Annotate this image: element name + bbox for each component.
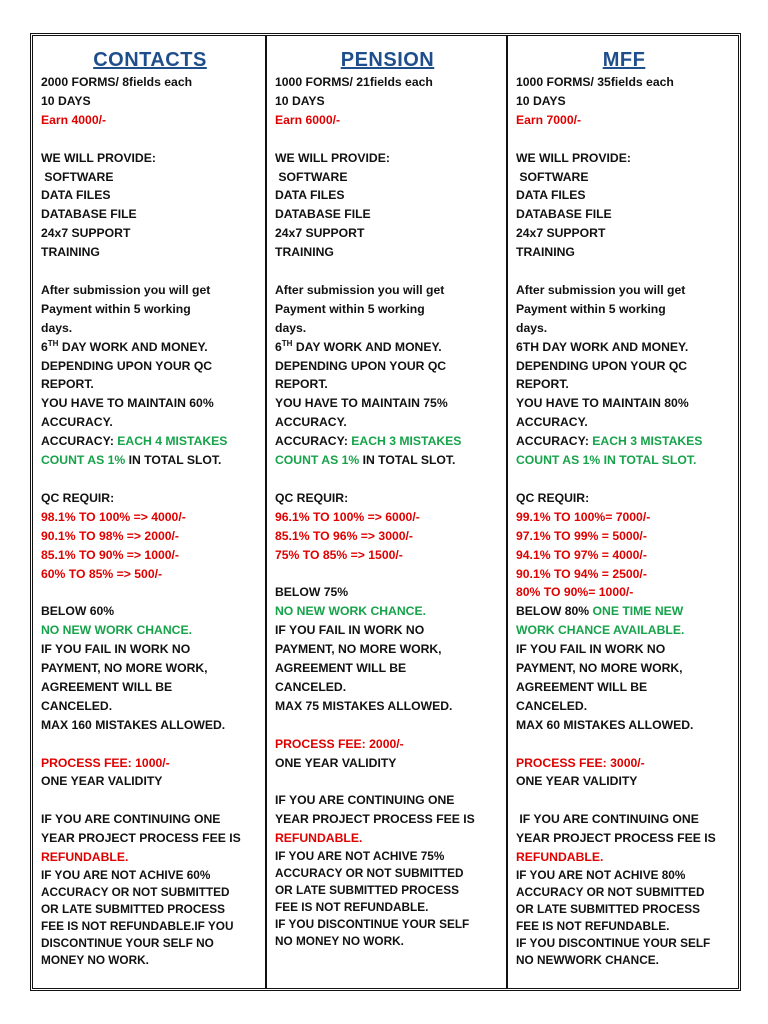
sixth-day-line: 6TH DAY WORK AND MONEY. bbox=[516, 339, 689, 354]
refundable: REFUNDABLE. bbox=[41, 850, 129, 865]
final-line: IF YOU DISCONTINUE YOUR SELF bbox=[516, 935, 711, 950]
forms-line: 2000 FORMS/ 8fields each bbox=[41, 75, 193, 89]
provide-item: TRAINING bbox=[516, 245, 575, 260]
qc-line: DEPENDING UPON YOUR QC bbox=[41, 358, 213, 373]
refund-line: IF YOU ARE CONTINUING ONE bbox=[275, 793, 455, 808]
below-line: BELOW 60% bbox=[41, 604, 115, 619]
qc-line: ACCURACY. bbox=[275, 415, 347, 430]
final-line: IF YOU ARE NOT ACHIVE 75% bbox=[275, 849, 445, 864]
days-line: 10 DAYS bbox=[41, 93, 91, 108]
no-new-work-line: NO NEW WORK CHANCE. bbox=[275, 604, 426, 619]
payment-line: After submission you will get bbox=[516, 282, 686, 297]
final-line: IF YOU ARE NOT ACHIVE 60% bbox=[41, 867, 211, 882]
accuracy-line: ACCURACY: EACH 3 MISTAKES bbox=[275, 434, 462, 449]
qc-header: QC REQUIR: bbox=[275, 490, 349, 505]
column-title: PENSION bbox=[340, 49, 435, 71]
refund-line: YEAR PROJECT PROCESS FEE IS bbox=[41, 831, 241, 846]
process-fee: PROCESS FEE: 2000/- bbox=[275, 736, 404, 751]
below-line: BELOW 80% ONE TIME NEW bbox=[516, 604, 684, 619]
contacts-column bbox=[33, 36, 265, 988]
accuracy-line: ACCURACY: EACH 3 MISTAKES bbox=[516, 434, 703, 449]
qc-line: REPORT. bbox=[41, 377, 94, 392]
fail-line: IF YOU FAIL IN WORK NO bbox=[41, 642, 191, 657]
final-line: IF YOU DISCONTINUE YOUR SELF bbox=[275, 917, 470, 932]
qc-line: REPORT. bbox=[275, 377, 328, 392]
fail-line: PAYMENT, NO MORE WORK, bbox=[41, 661, 208, 676]
provide-item: DATA FILES bbox=[41, 188, 111, 203]
fail-line: CANCELED. bbox=[516, 698, 588, 713]
fail-line: PAYMENT, NO MORE WORK, bbox=[516, 661, 683, 676]
provide-item: SOFTWARE bbox=[41, 169, 114, 184]
provide-header: WE WILL PROVIDE: bbox=[41, 150, 156, 165]
qc-header: QC REQUIR: bbox=[516, 490, 590, 505]
qc-line: DEPENDING UPON YOUR QC bbox=[275, 358, 447, 373]
provide-header: WE WILL PROVIDE: bbox=[275, 150, 390, 165]
qc-line: ACCURACY. bbox=[41, 415, 113, 430]
fail-line: IF YOU FAIL IN WORK NO bbox=[516, 642, 666, 657]
accuracy-line: ACCURACY: EACH 4 MISTAKES bbox=[41, 434, 228, 449]
final-line: OR LATE SUBMITTED PROCESS bbox=[275, 883, 459, 898]
days-line: 10 DAYS bbox=[275, 93, 325, 108]
final-line: FEE IS NOT REFUNDABLE. bbox=[275, 900, 429, 915]
earn-line: Earn 7000/- bbox=[516, 112, 582, 127]
provide-item: 24x7 SUPPORT bbox=[41, 226, 131, 241]
qc-tier: 96.1% TO 100% => 6000/- bbox=[275, 509, 420, 524]
plans-table bbox=[30, 33, 741, 991]
refund-line: YEAR PROJECT PROCESS FEE IS bbox=[516, 831, 716, 846]
qc-tier: 85.1% TO 90% => 1000/- bbox=[41, 547, 179, 562]
payment-line: days. bbox=[516, 320, 548, 335]
final-line: ACCURACY OR NOT SUBMITTED bbox=[516, 884, 705, 899]
accuracy-line: COUNT AS 1% IN TOTAL SLOT. bbox=[41, 453, 222, 468]
refundable: REFUNDABLE. bbox=[516, 850, 604, 865]
payment-line: days. bbox=[41, 320, 73, 335]
accuracy-line: COUNT AS 1% IN TOTAL SLOT. bbox=[275, 453, 456, 468]
fail-line: AGREEMENT WILL BE bbox=[41, 679, 173, 694]
fail-line: AGREEMENT WILL BE bbox=[275, 661, 407, 676]
qc-tier: 85.1% TO 96% => 3000/- bbox=[275, 528, 413, 543]
refund-line: IF YOU ARE CONTINUING ONE bbox=[41, 812, 221, 827]
below-line: BELOW 75% bbox=[275, 585, 349, 600]
fail-line: MAX 60 MISTAKES ALLOWED. bbox=[516, 717, 694, 732]
sixth-day-line: 6TH DAY WORK AND MONEY. bbox=[275, 338, 442, 354]
pension-column bbox=[265, 36, 506, 988]
provide-item: DATA FILES bbox=[516, 188, 586, 203]
sixth-day-line: 6TH DAY WORK AND MONEY. bbox=[41, 338, 208, 354]
qc-line: YOU HAVE TO MAINTAIN 75% bbox=[275, 396, 448, 411]
forms-line: 1000 FORMS/ 21fields each bbox=[275, 75, 433, 89]
fail-line: AGREEMENT WILL BE bbox=[516, 679, 648, 694]
process-fee: PROCESS FEE: 3000/- bbox=[516, 755, 645, 770]
fail-line: IF YOU FAIL IN WORK NO bbox=[275, 623, 425, 638]
final-line: MONEY NO WORK. bbox=[41, 952, 149, 967]
earn-line: Earn 6000/- bbox=[275, 112, 341, 127]
qc-line: ACCURACY. bbox=[516, 415, 588, 430]
final-line: ACCURACY OR NOT SUBMITTED bbox=[275, 866, 464, 881]
provide-item: 24x7 SUPPORT bbox=[275, 226, 365, 241]
forms-line: 1000 FORMS/ 35fields each bbox=[516, 75, 674, 89]
payment-line: After submission you will get bbox=[275, 282, 445, 297]
qc-tier: 99.1% TO 100%= 7000/- bbox=[516, 509, 651, 524]
provide-item: DATA FILES bbox=[275, 188, 345, 203]
qc-header: QC REQUIR: bbox=[41, 490, 115, 505]
final-line: OR LATE SUBMITTED PROCESS bbox=[41, 901, 225, 916]
earn-line: Earn 4000/- bbox=[41, 112, 107, 127]
payment-line: days. bbox=[275, 320, 307, 335]
accuracy-line: COUNT AS 1% IN TOTAL SLOT. bbox=[516, 453, 697, 468]
qc-tier: 97.1% TO 99% = 5000/- bbox=[516, 528, 647, 543]
final-line: NO NEWWORK CHANCE. bbox=[516, 952, 659, 967]
qc-tier: 94.1% TO 97% = 4000/- bbox=[516, 547, 647, 562]
column-title: CONTACTS bbox=[93, 49, 207, 71]
no-new-work-line: NO NEW WORK CHANCE. bbox=[41, 623, 192, 638]
validity: ONE YEAR VALIDITY bbox=[275, 755, 397, 770]
payment-line: Payment within 5 working bbox=[275, 301, 425, 316]
provide-item: 24x7 SUPPORT bbox=[516, 226, 606, 241]
refund-line: YEAR PROJECT PROCESS FEE IS bbox=[275, 812, 475, 827]
fail-line: CANCELED. bbox=[275, 679, 347, 694]
final-line: ACCURACY OR NOT SUBMITTED bbox=[41, 884, 230, 899]
qc-tier: 75% TO 85% => 1500/- bbox=[275, 547, 403, 562]
provide-item: TRAINING bbox=[41, 245, 100, 260]
qc-line: YOU HAVE TO MAINTAIN 60% bbox=[41, 396, 214, 411]
qc-tier: 98.1% TO 100% => 4000/- bbox=[41, 509, 186, 524]
qc-tier: 60% TO 85% => 500/- bbox=[41, 566, 163, 581]
final-line: OR LATE SUBMITTED PROCESS bbox=[516, 901, 700, 916]
final-line: FEE IS NOT REFUNDABLE. bbox=[516, 918, 670, 933]
validity: ONE YEAR VALIDITY bbox=[41, 774, 163, 789]
fail-line: CANCELED. bbox=[41, 698, 113, 713]
provide-item: DATABASE FILE bbox=[41, 207, 137, 222]
validity: ONE YEAR VALIDITY bbox=[516, 774, 638, 789]
final-line: FEE IS NOT REFUNDABLE.IF YOU bbox=[41, 918, 234, 933]
refundable: REFUNDABLE. bbox=[275, 831, 363, 846]
qc-tier: 90.1% TO 98% => 2000/- bbox=[41, 528, 179, 543]
provide-item: DATABASE FILE bbox=[516, 207, 612, 222]
qc-line: REPORT. bbox=[516, 377, 569, 392]
payment-line: Payment within 5 working bbox=[516, 301, 666, 316]
qc-line: YOU HAVE TO MAINTAIN 80% bbox=[516, 396, 689, 411]
final-line: NO MONEY NO WORK. bbox=[275, 934, 404, 949]
fail-line: MAX 160 MISTAKES ALLOWED. bbox=[41, 717, 226, 732]
payment-line: Payment within 5 working bbox=[41, 301, 191, 316]
provide-item: SOFTWARE bbox=[275, 169, 348, 184]
final-line: IF YOU ARE NOT ACHIVE 80% bbox=[516, 867, 686, 882]
one-time-chance-line: WORK CHANCE AVAILABLE. bbox=[516, 623, 685, 638]
column-title: MFF bbox=[602, 49, 646, 71]
provide-item: DATABASE FILE bbox=[275, 207, 371, 222]
provide-header: WE WILL PROVIDE: bbox=[516, 150, 631, 165]
one-time-chance: ONE TIME NEW bbox=[592, 604, 684, 619]
fail-line: MAX 75 MISTAKES ALLOWED. bbox=[275, 698, 453, 713]
mff-column bbox=[506, 36, 738, 988]
qc-tier: 90.1% TO 94% = 2500/- bbox=[516, 566, 647, 581]
days-line: 10 DAYS bbox=[516, 93, 566, 108]
refund-line: IF YOU ARE CONTINUING ONE bbox=[516, 812, 699, 827]
qc-tier: 80% TO 90%= 1000/- bbox=[516, 585, 634, 600]
payment-line: After submission you will get bbox=[41, 282, 211, 297]
provide-item: SOFTWARE bbox=[516, 169, 589, 184]
provide-item: TRAINING bbox=[275, 245, 334, 260]
process-fee: PROCESS FEE: 1000/- bbox=[41, 755, 170, 770]
final-line: DISCONTINUE YOUR SELF NO bbox=[41, 935, 214, 950]
fail-line: PAYMENT, NO MORE WORK, bbox=[275, 642, 442, 657]
qc-line: DEPENDING UPON YOUR QC bbox=[516, 358, 688, 373]
